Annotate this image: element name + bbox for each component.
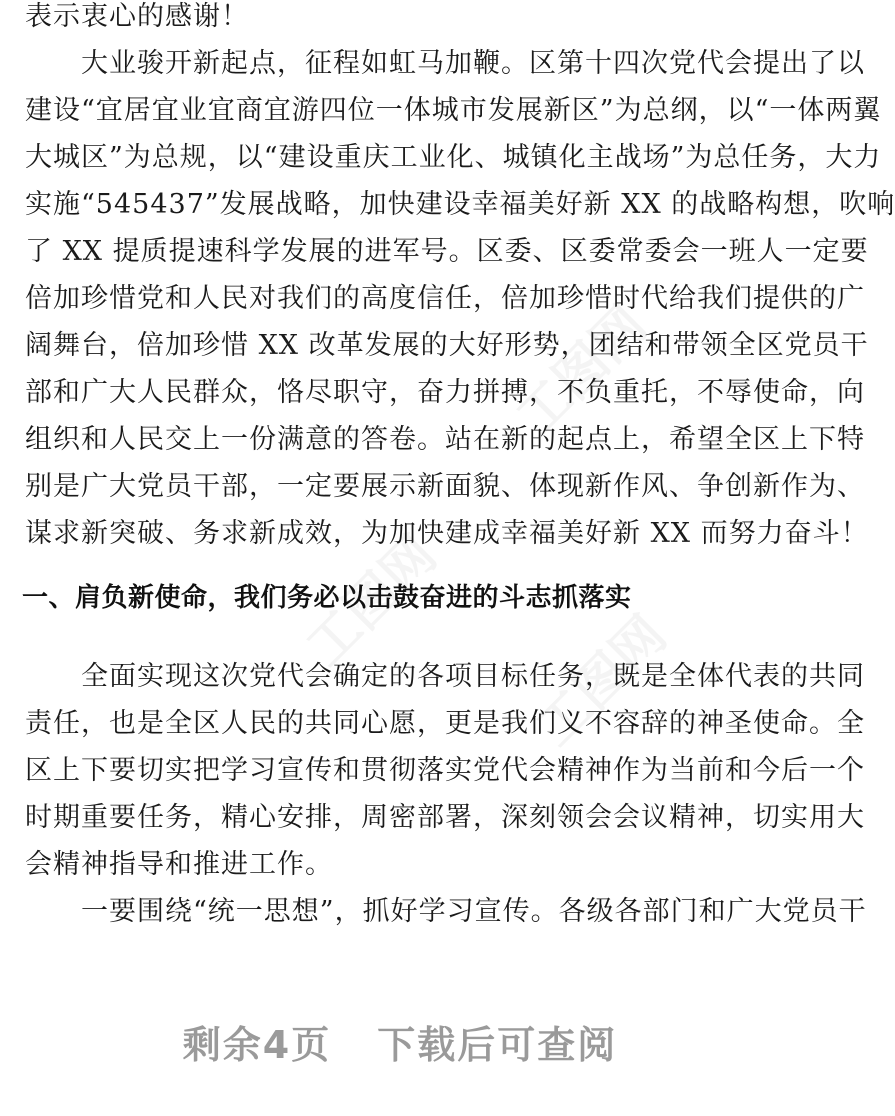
text-line: 倍加珍惜党和人民对我们的高度信任，倍加珍惜时代给我们提供的广 [25,283,865,314]
text-line: 别是广大党员干部，一定要展示新面貌、体现新作风、争创新作为、 [25,471,865,502]
text-line: 谋求新突破、务求新成效，为加快建成幸福美好新 XX 而努力奋斗！ [25,518,869,549]
watermark: 工图网 [505,295,659,448]
watermark: 工图网 [525,605,679,758]
watermark: 工图网 [295,525,449,678]
text-line: 建设“宜居宜业宜商宜游四位一体城市发展新区”为总纲，以“一体两翼 [25,95,882,126]
text-line: 阔舞台，倍加珍惜 XX 改革发展的大好形势，团结和带领全区党员干 [25,330,869,361]
text-line: 实施“545437”发展战略，加快建设幸福美好新 XX 的战略构想，吹响 [25,189,895,220]
text-line: 一要围绕“统一思想”，抓好学习宣传。各级各部门和广大党员干 [25,896,867,927]
text-line: 了 XX 提质提速科学发展的进军号。区委、区委常委会一班人一定要 [25,236,869,267]
text-line: 会精神指导和推进工作。 [25,849,333,880]
text-line: 全面实现这次党代会确定的各项目标任务，既是全体代表的共同 [25,661,865,692]
section-heading: 一、肩负新使命，我们务必以击鼓奋进的斗志抓落实 [22,583,632,613]
text-line: 时期重要任务，精心安排，周密部署，深刻领会会议精神，切实用大 [25,802,865,833]
text-line: 表示衷心的感谢！ [25,1,249,32]
text-line: 责任，也是全区人民的共同心愿，更是我们义不容辞的神圣使命。全 [25,708,865,739]
text-line: 大业骏开新起点，征程如虹马加鞭。区第十四次党代会提出了以 [25,48,865,79]
download-banner[interactable] [0,1014,800,1069]
download-to-view-label: 下载后可查阅 [377,1023,618,1067]
text-line: 部和广大人民群众，恪尽职守，奋力拼搏，不负重托，不辱使命，向 [25,377,865,408]
text-line: 组织和人民交上一份满意的答卷。站在新的起点上，希望全区上下特 [25,424,865,455]
remaining-pages-label: 剩余4页 [182,1023,332,1067]
text-line: 大城区”为总规，以“建设重庆工业化、城镇化主战场”为总任务，大力 [25,142,882,173]
text-line: 区上下要切实把学习宣传和贯彻落实党代会精神作为当前和今后一个 [25,755,865,786]
